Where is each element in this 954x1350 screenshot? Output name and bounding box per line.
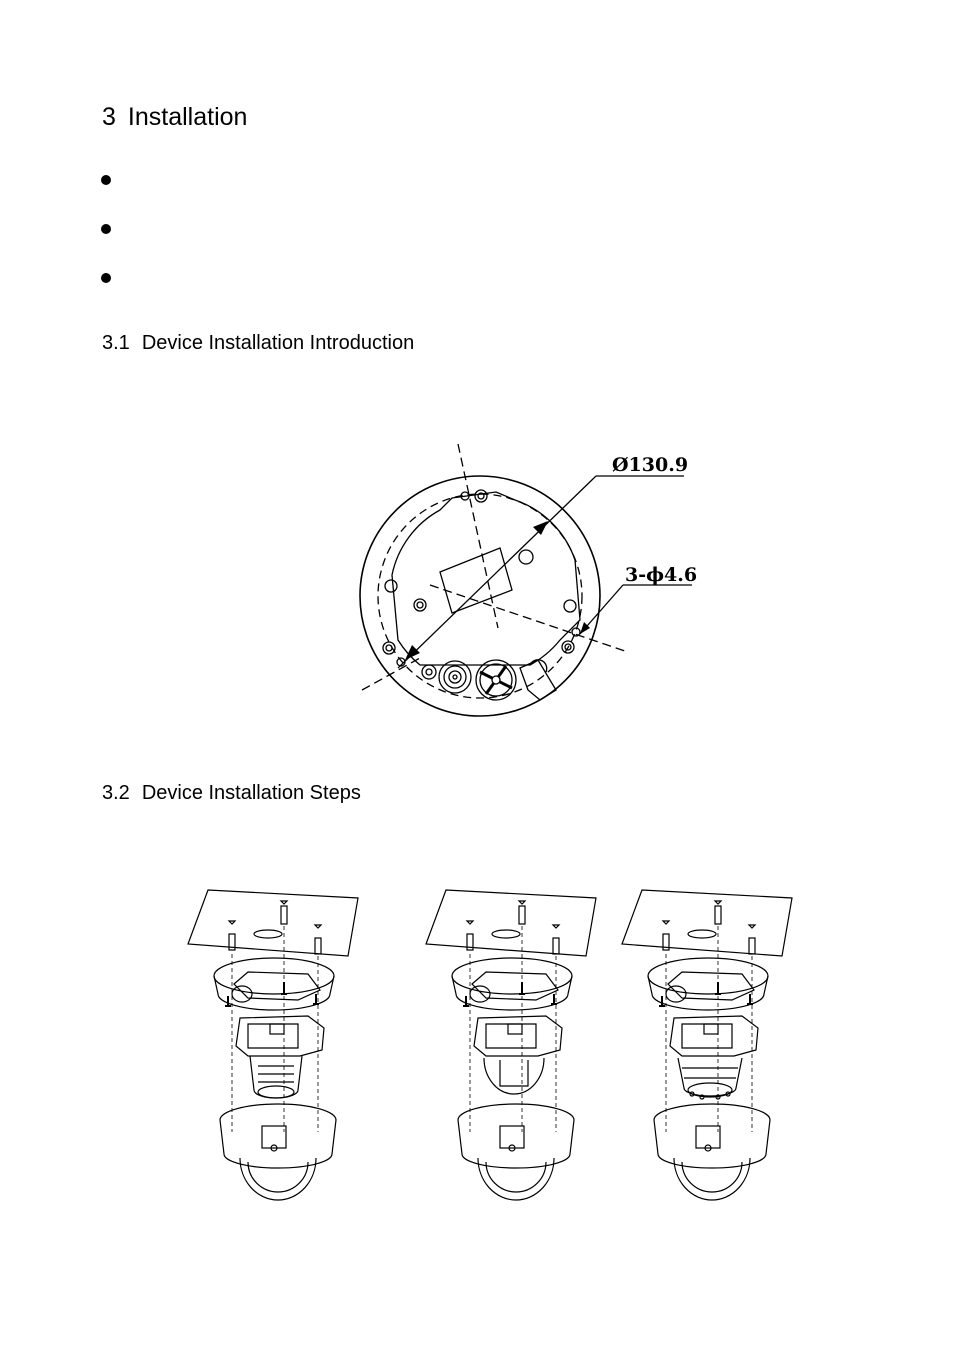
subsection-title-2: Device Installation Steps bbox=[141, 782, 361, 804]
bullet-1 bbox=[101, 175, 111, 185]
holes-label: 3-ϕ4.6 bbox=[625, 564, 698, 586]
subsection-number-2: 3.2 bbox=[102, 782, 130, 804]
section-number: 3 bbox=[102, 103, 116, 131]
installation-steps-diagram bbox=[180, 878, 820, 1218]
subsection-number-1: 3.1 bbox=[102, 332, 130, 354]
subsection-heading-1 bbox=[102, 332, 414, 355]
step-1-assembly bbox=[188, 890, 358, 1200]
bullet-2 bbox=[101, 224, 111, 234]
subsection-title-1: Device Installation Introduction bbox=[141, 332, 415, 354]
section-heading bbox=[102, 103, 247, 132]
bullet-3 bbox=[101, 273, 111, 283]
subsection-heading-2 bbox=[102, 782, 361, 805]
step-3-assembly bbox=[622, 890, 792, 1200]
diameter-label: Ø130.9 bbox=[612, 454, 689, 476]
step-2-assembly bbox=[426, 890, 596, 1200]
mounting-base-diagram bbox=[350, 435, 710, 725]
section-title: Installation bbox=[127, 103, 248, 131]
